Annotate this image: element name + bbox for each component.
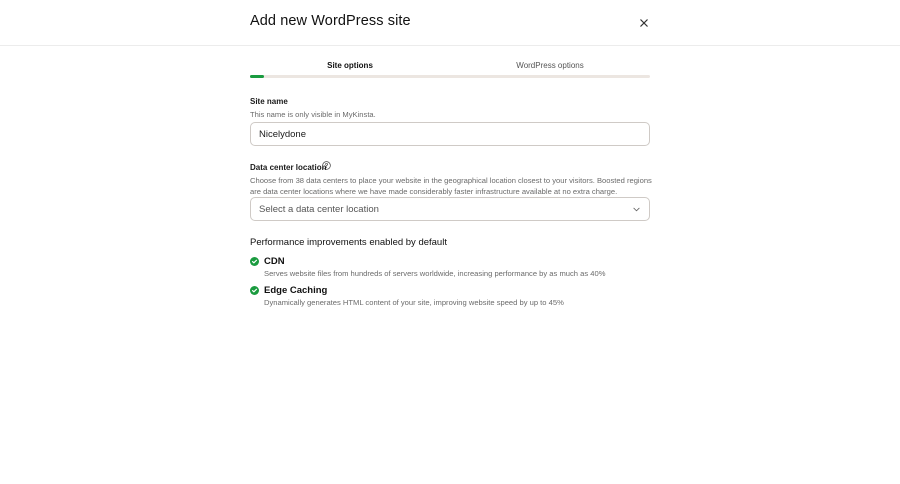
feature-name: Edge Caching	[264, 285, 328, 296]
feature-name: CDN	[264, 256, 285, 267]
step-site-options: Site options	[327, 61, 373, 70]
feature-description: Dynamically generates HTML content of your site, improving website speed by up to 45%	[264, 298, 564, 307]
dialog-title: Add new WordPress site	[250, 13, 411, 29]
step-progress	[250, 58, 650, 80]
question-circle-icon[interactable]	[322, 161, 331, 170]
site-name-help: This name is only visible in MyKinsta.	[250, 110, 376, 119]
feature-description: Serves website files from hundreds of servers worldwide, increasing performance by as much as 40%	[264, 269, 606, 278]
data-center-label: Data center location	[250, 163, 327, 172]
data-center-select[interactable]	[250, 197, 650, 221]
performance-title: Performance improvements enabled by default	[250, 237, 447, 248]
close-icon	[640, 19, 648, 27]
site-name-label: Site name	[250, 97, 288, 106]
progress-track	[250, 75, 650, 78]
data-center-help: Choose from 38 data centers to place your website in the geographical location closest to your visitors. Boosted regions are data center locations where we have made considerably faster infrastructure available at no extra charge.	[250, 176, 652, 196]
chevron-down-icon	[633, 207, 640, 212]
site-name-value: Nicelydone	[259, 128, 306, 140]
data-center-placeholder: Select a data center location	[259, 203, 379, 215]
check-circle-icon	[250, 257, 259, 266]
step-wordpress-options: WordPress options	[516, 61, 584, 70]
check-circle-icon	[250, 286, 259, 295]
dialog-header	[0, 0, 900, 46]
progress-fill	[250, 75, 264, 78]
site-name-input[interactable]	[250, 122, 650, 146]
close-button[interactable]	[636, 15, 652, 31]
